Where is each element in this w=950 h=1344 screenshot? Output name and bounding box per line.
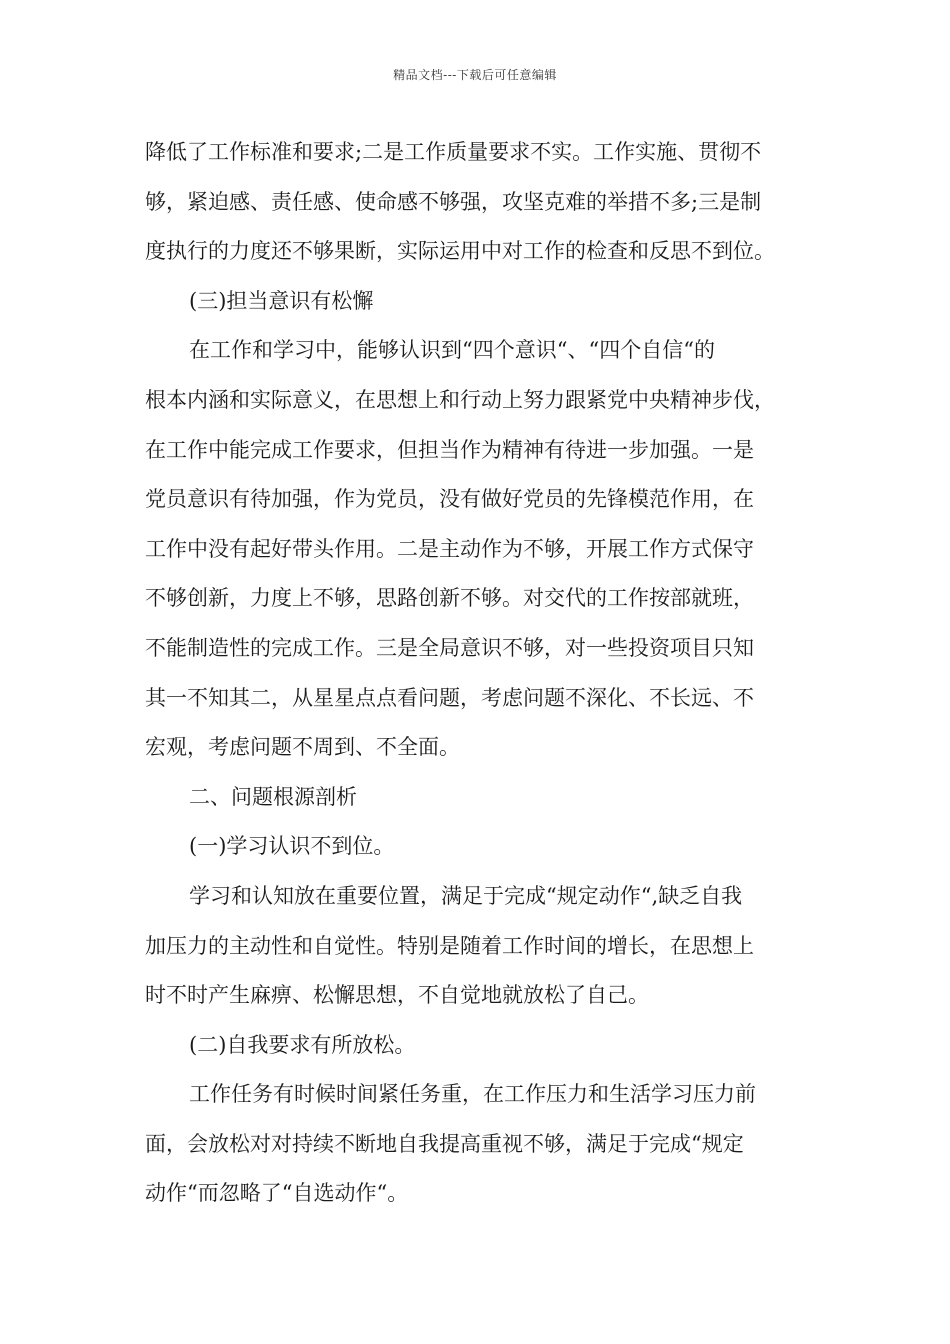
text-line: 不够创新，力度上不够，思路创新不够。对交代的工作按部就班，	[145, 586, 754, 611]
text-line: 在工作中能完成工作要求，但担当作为精神有待进一步加强。一是	[145, 437, 754, 462]
text-line: 工作任务有时候时间紧任务重，在工作压力和生活学习压力前	[189, 1082, 756, 1107]
text-line: 面，会放松对对持续不断地自我提高重视不够，满足于完成“规定	[145, 1131, 744, 1156]
section-heading: (一)学习认识不到位。	[189, 834, 395, 859]
text-line: 学习和认知放在重要位置，满足于完成“规定动作“,缺乏自我	[189, 883, 743, 908]
text-line: 在工作和学习中，能够认识到“四个意识“、“四个自信“的	[189, 338, 715, 363]
text-line: 不能制造性的完成工作。三是全局意识不够，对一些投资项目只知	[145, 635, 754, 660]
section-heading: 二、问题根源剖析	[189, 784, 357, 809]
document-body	[145, 128, 815, 1219]
text-line: 根本内涵和实际意义，在思想上和行动上努力跟紧党中央精神步伐，	[145, 387, 775, 412]
text-line: 工作中没有起好带头作用。二是主动作为不够，开展工作方式保守	[145, 536, 754, 561]
text-line: 降低了工作标准和要求;二是工作质量要求不实。工作实施、贯彻不	[145, 140, 762, 164]
text-line: 够，紧迫感、责任感、使命感不够强，攻坚克难的举措不多;三是制	[145, 189, 762, 214]
text-line: 党员意识有待加强，作为党员，没有做好党员的先锋模范作用，在	[145, 487, 754, 512]
text-line: 时不时产生麻痹、松懈思想，不自觉地就放松了自己。	[145, 983, 649, 1008]
page-header-note: 精品文档---下载后可任意编辑	[393, 68, 557, 82]
text-line: 加压力的主动性和自觉性。特别是随着工作时间的增长，在思想上	[145, 933, 754, 958]
section-heading: (三)担当意识有松懈	[189, 288, 374, 313]
text-line: 其一不知其二，从星星点点看问题，考虑问题不深化、不长远、不	[145, 685, 754, 710]
text-line: 度执行的力度还不够果断，实际运用中对工作的检查和反思不到位。	[145, 239, 775, 264]
text-line: 动作“而忽略了“自选动作“。	[145, 1181, 409, 1206]
text-line: 宏观，考虑问题不周到、不全面。	[145, 735, 460, 760]
section-heading: (二)自我要求有所放松。	[189, 1032, 416, 1057]
